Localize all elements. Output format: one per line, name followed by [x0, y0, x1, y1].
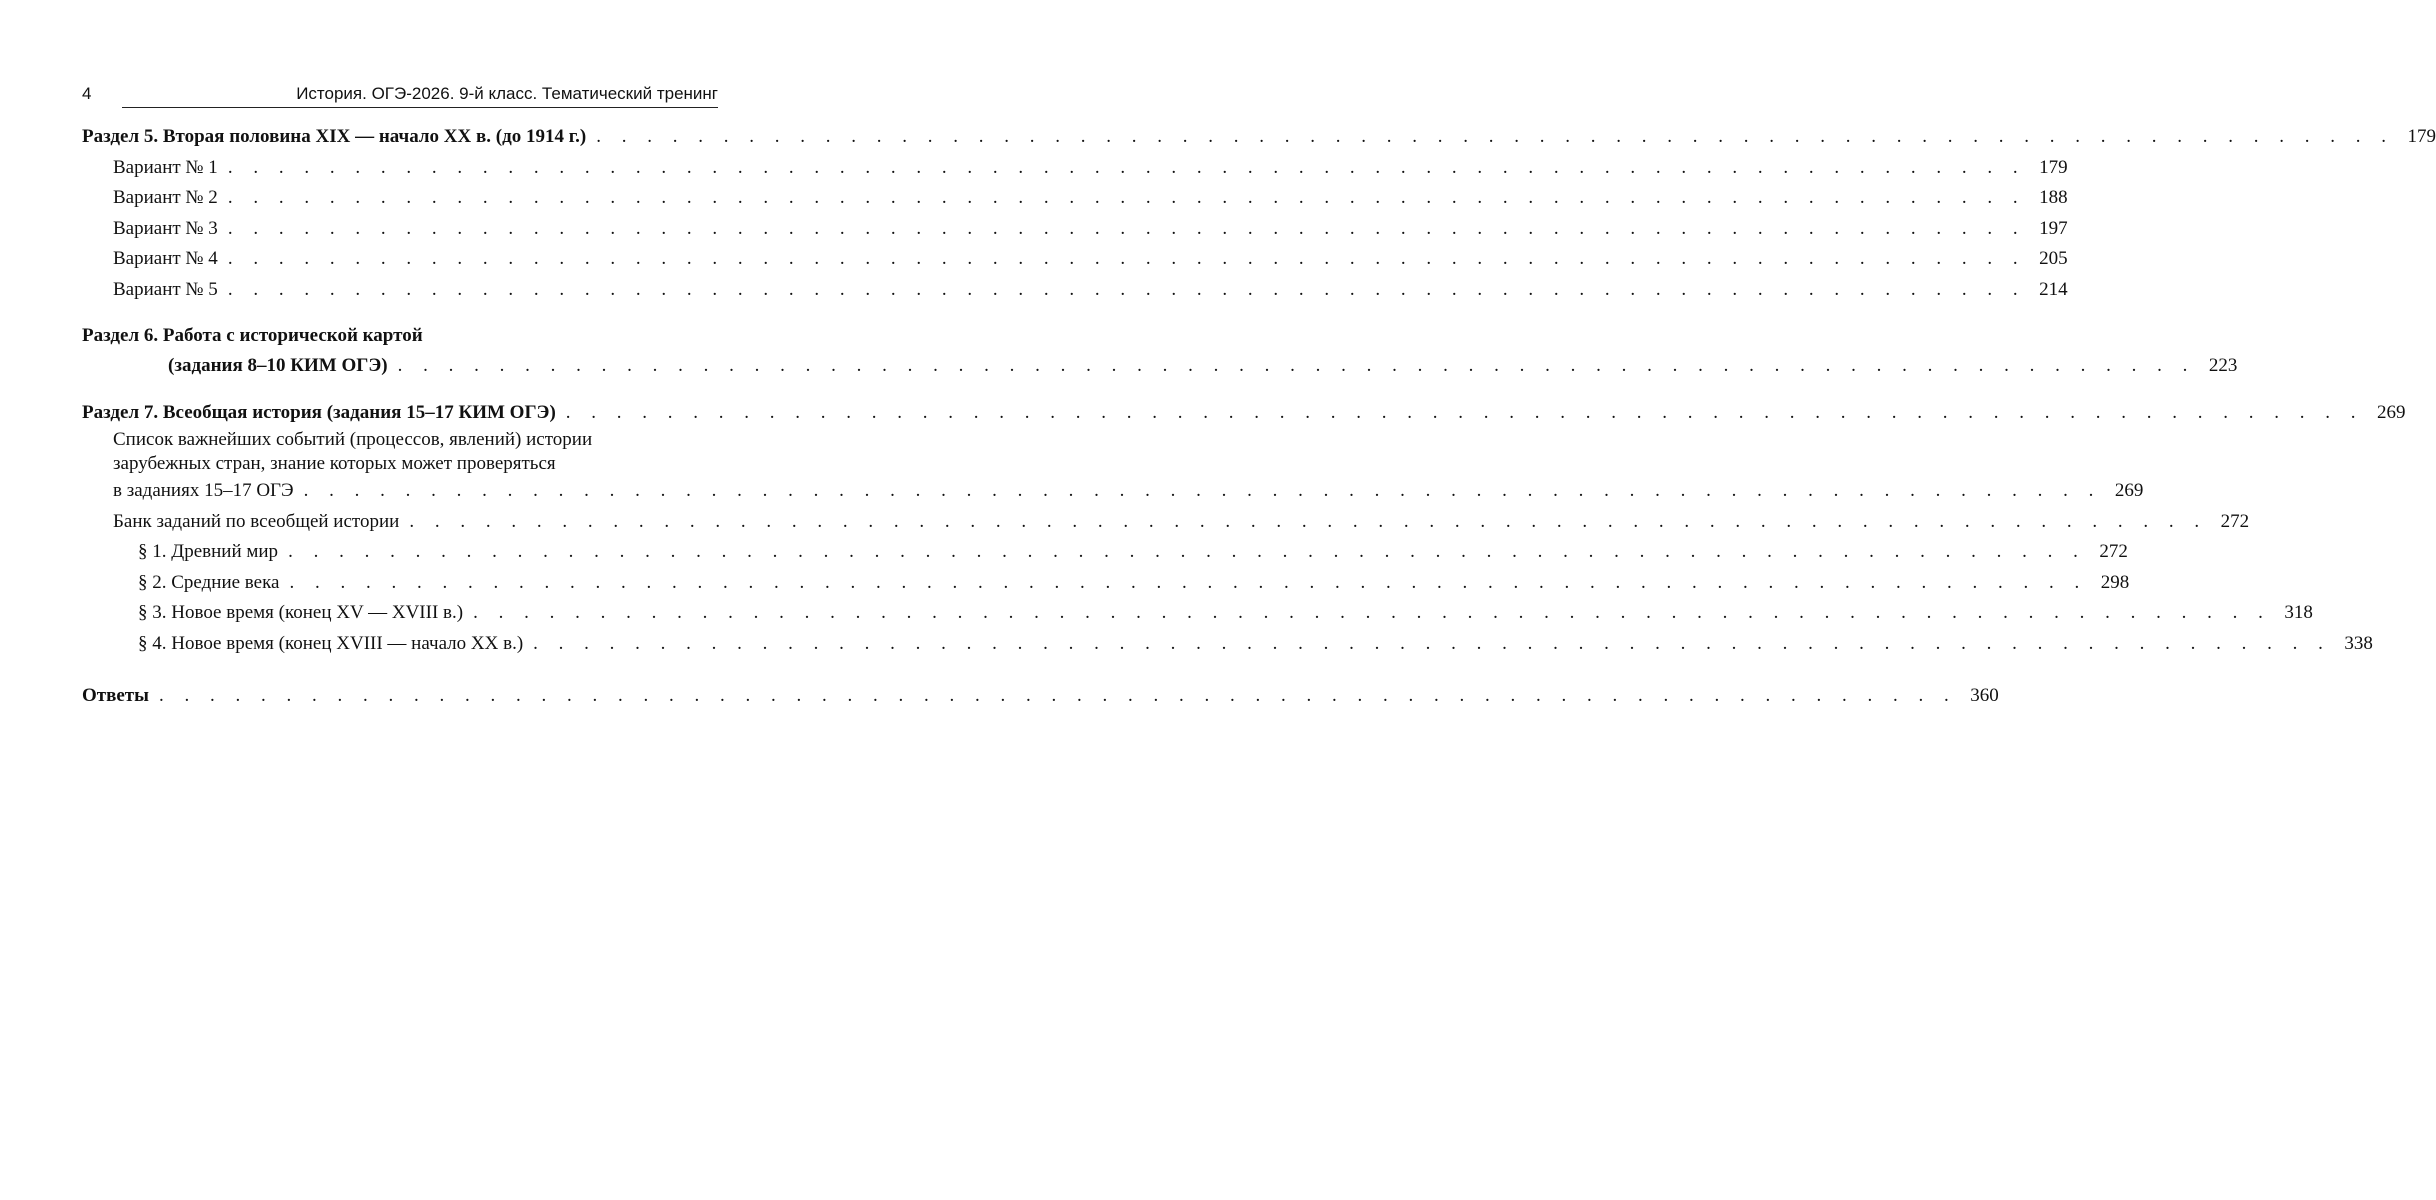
toc-entry-page: 214 [2039, 278, 2068, 300]
dot-leader: . . . . . . . . . . . . . . . . . . . . . . . . . . . . . . . . . . . . . . . . . . . . . . . . . . . . . . . . . . . . . . . . . . . . . . . [227, 217, 2026, 239]
toc-entry-label: Вариант № 5 [113, 278, 218, 300]
toc-entry-variant-1[interactable] [82, 153, 2068, 184]
dot-leader: . . . . . . . . . . . . . . . . . . . . . . . . . . . . . . . . . . . . . . . . . . . . . . . . . . . . . . . . . . . . . . . . . . . . . . . [158, 685, 1957, 706]
toc-entry-label: Банк заданий по всеобщей истории [113, 510, 400, 532]
dot-leader: . . . . . . . . . . . . . . . . . . . . . . . . . . . . . . . . . . . . . . . . . . . . . . . . . . . . . . . . . . . . . . . . . . . . . . . [596, 126, 2395, 147]
toc-entry-section-7[interactable] [82, 398, 2406, 429]
toc-entry-paragraph-2[interactable] [82, 568, 2130, 599]
dot-leader: . . . . . . . . . . . . . . . . . . . . . . . . . . . . . . . . . . . . . . . . . . . . . . . . . . . . . . . . . . . . . . . . . . . . . . . [565, 401, 2364, 423]
toc-entry-variant-2[interactable] [82, 183, 2068, 214]
table-of-contents [82, 122, 2436, 712]
running-header [82, 80, 718, 110]
toc-entry-page: 179 [2407, 126, 2436, 147]
dot-leader: . . . . . . . . . . . . . . . . . . . . . . . . . . . . . . . . . . . . . . . . . . . . . . . . . . . . . . . . . . . . . . . . . . . . . . . [227, 278, 2026, 300]
spacer [82, 305, 718, 321]
toc-entry-label-line-3-row [82, 476, 2144, 507]
toc-entry-label: § 1. Древний мир [138, 541, 279, 562]
toc-entry-label: в заданиях 15–17 ОГЭ [113, 480, 294, 501]
toc-entry-section-6[interactable] [82, 321, 2238, 382]
toc-entry-label: Вариант № 1 [113, 156, 218, 178]
toc-entry-page: 188 [2039, 187, 2068, 208]
toc-entry-label: Ответы [82, 685, 149, 706]
toc-entry-variant-4[interactable] [82, 244, 2068, 275]
dot-leader: . . . . . . . . . . . . . . . . . . . . . . . . . . . . . . . . . . . . . . . . . . . . . . . . . . . . . . . . . . . . . . . . . . . . . . . [227, 248, 2026, 269]
toc-entry-page: 272 [2220, 510, 2250, 532]
toc-entry-label: (задания 8–10 КИМ ОГЭ) [168, 355, 388, 376]
toc-entry-variant-5[interactable] [82, 275, 2068, 306]
toc-entry-paragraph-1[interactable] [82, 537, 2128, 568]
toc-entry-page: 318 [2284, 602, 2313, 623]
dot-leader: . . . . . . . . . . . . . . . . . . . . . . . . . . . . . . . . . . . . . . . . . . . . . . . . . . . . . . . . . . . . . . . . . . . . . . . [288, 541, 2086, 562]
toc-entry-page: 223 [2208, 355, 2238, 376]
toc-entry-label: Раздел 7. Всеобщая история (задания 15–17 КИМ ОГЭ) [82, 401, 556, 423]
running-title: История. ОГЭ-2026. 9-й класс. Тематический тренинг [296, 84, 718, 103]
dot-leader: . . . . . . . . . . . . . . . . . . . . . . . . . . . . . . . . . . . . . . . . . . . . . . . . . . . . . . . . . . . . . . . . . . . . . . . [473, 602, 2271, 623]
dot-leader: . . . . . . . . . . . . . . . . . . . . . . . . . . . . . . . . . . . . . . . . . . . . . . . . . . . . . . . . . . . . . . . . . . . . . . . [397, 355, 2196, 376]
toc-entry-page: 205 [2039, 248, 2068, 269]
toc-entry-events-list[interactable] [82, 428, 2144, 507]
toc-entry-page: 197 [2039, 217, 2068, 239]
toc-entry-page: 338 [2344, 632, 2373, 654]
toc-entry-label: Вариант № 4 [113, 248, 218, 269]
header-rule [122, 107, 718, 108]
toc-entry-label-line-1: Список важнейших событий (процессов, явлений) истории [113, 429, 593, 450]
toc-entry-label: Вариант № 3 [113, 217, 218, 239]
toc-entry-label: § 3. Новое время (конец XV — XVIII в.) [138, 602, 464, 623]
page-number: 4 [82, 84, 92, 103]
toc-entry-answers[interactable] [82, 681, 1999, 712]
toc-entry-paragraph-4[interactable] [82, 629, 2373, 660]
toc-entry-variant-3[interactable] [82, 214, 2068, 245]
dot-leader: . . . . . . . . . . . . . . . . . . . . . . . . . . . . . . . . . . . . . . . . . . . . . . . . . . . . . . . . . . . . . . . . . . . . . . . [303, 480, 2102, 501]
toc-entry-page: 272 [2099, 541, 2128, 562]
toc-entry-label: Вариант № 2 [113, 187, 218, 208]
toc-entry-task-bank[interactable] [82, 507, 2250, 538]
toc-entry-page: 298 [2100, 571, 2130, 593]
spacer [82, 382, 718, 398]
toc-entry-page: 269 [2377, 401, 2406, 423]
toc-entry-label-line-2-row [82, 351, 2238, 382]
toc-entry-label-line-2: зарубежных стран, знание которых может проверяться [113, 453, 556, 474]
dot-leader: . . . . . . . . . . . . . . . . . . . . . . . . . . . . . . . . . . . . . . . . . . . . . . . . . . . . . . . . . . . . . . . . . . . . . . . [227, 187, 2026, 208]
toc-entry-label-line-1: Раздел 6. Работа с исторической картой [82, 325, 423, 346]
toc-entry-label: § 4. Новое время (конец XVIII — начало XX в.) [138, 632, 524, 654]
toc-entry-label: Раздел 5. Вторая половина XIX — начало XX в. (до 1914 г.) [82, 126, 587, 147]
dot-leader: . . . . . . . . . . . . . . . . . . . . . . . . . . . . . . . . . . . . . . . . . . . . . . . . . . . . . . . . . . . . . . . . . . . . . . . [533, 632, 2331, 654]
toc-entry-label: § 2. Средние века [138, 571, 280, 593]
dot-leader: . . . . . . . . . . . . . . . . . . . . . . . . . . . . . . . . . . . . . . . . . . . . . . . . . . . . . . . . . . . . . . . . . . . . . . . [289, 571, 2088, 593]
toc-entry-page: 269 [2114, 480, 2144, 501]
spacer [82, 659, 718, 681]
dot-leader: . . . . . . . . . . . . . . . . . . . . . . . . . . . . . . . . . . . . . . . . . . . . . . . . . . . . . . . . . . . . . . . . . . . . . . . [409, 510, 2208, 532]
toc-entry-page: 360 [1970, 685, 1999, 706]
toc-entry-page: 179 [2039, 156, 2068, 178]
toc-entry-section-5[interactable] [82, 122, 2436, 153]
dot-leader: . . . . . . . . . . . . . . . . . . . . . . . . . . . . . . . . . . . . . . . . . . . . . . . . . . . . . . . . . . . . . . . . . . . . . . . [227, 156, 2026, 178]
toc-entry-paragraph-3[interactable] [82, 598, 2313, 629]
